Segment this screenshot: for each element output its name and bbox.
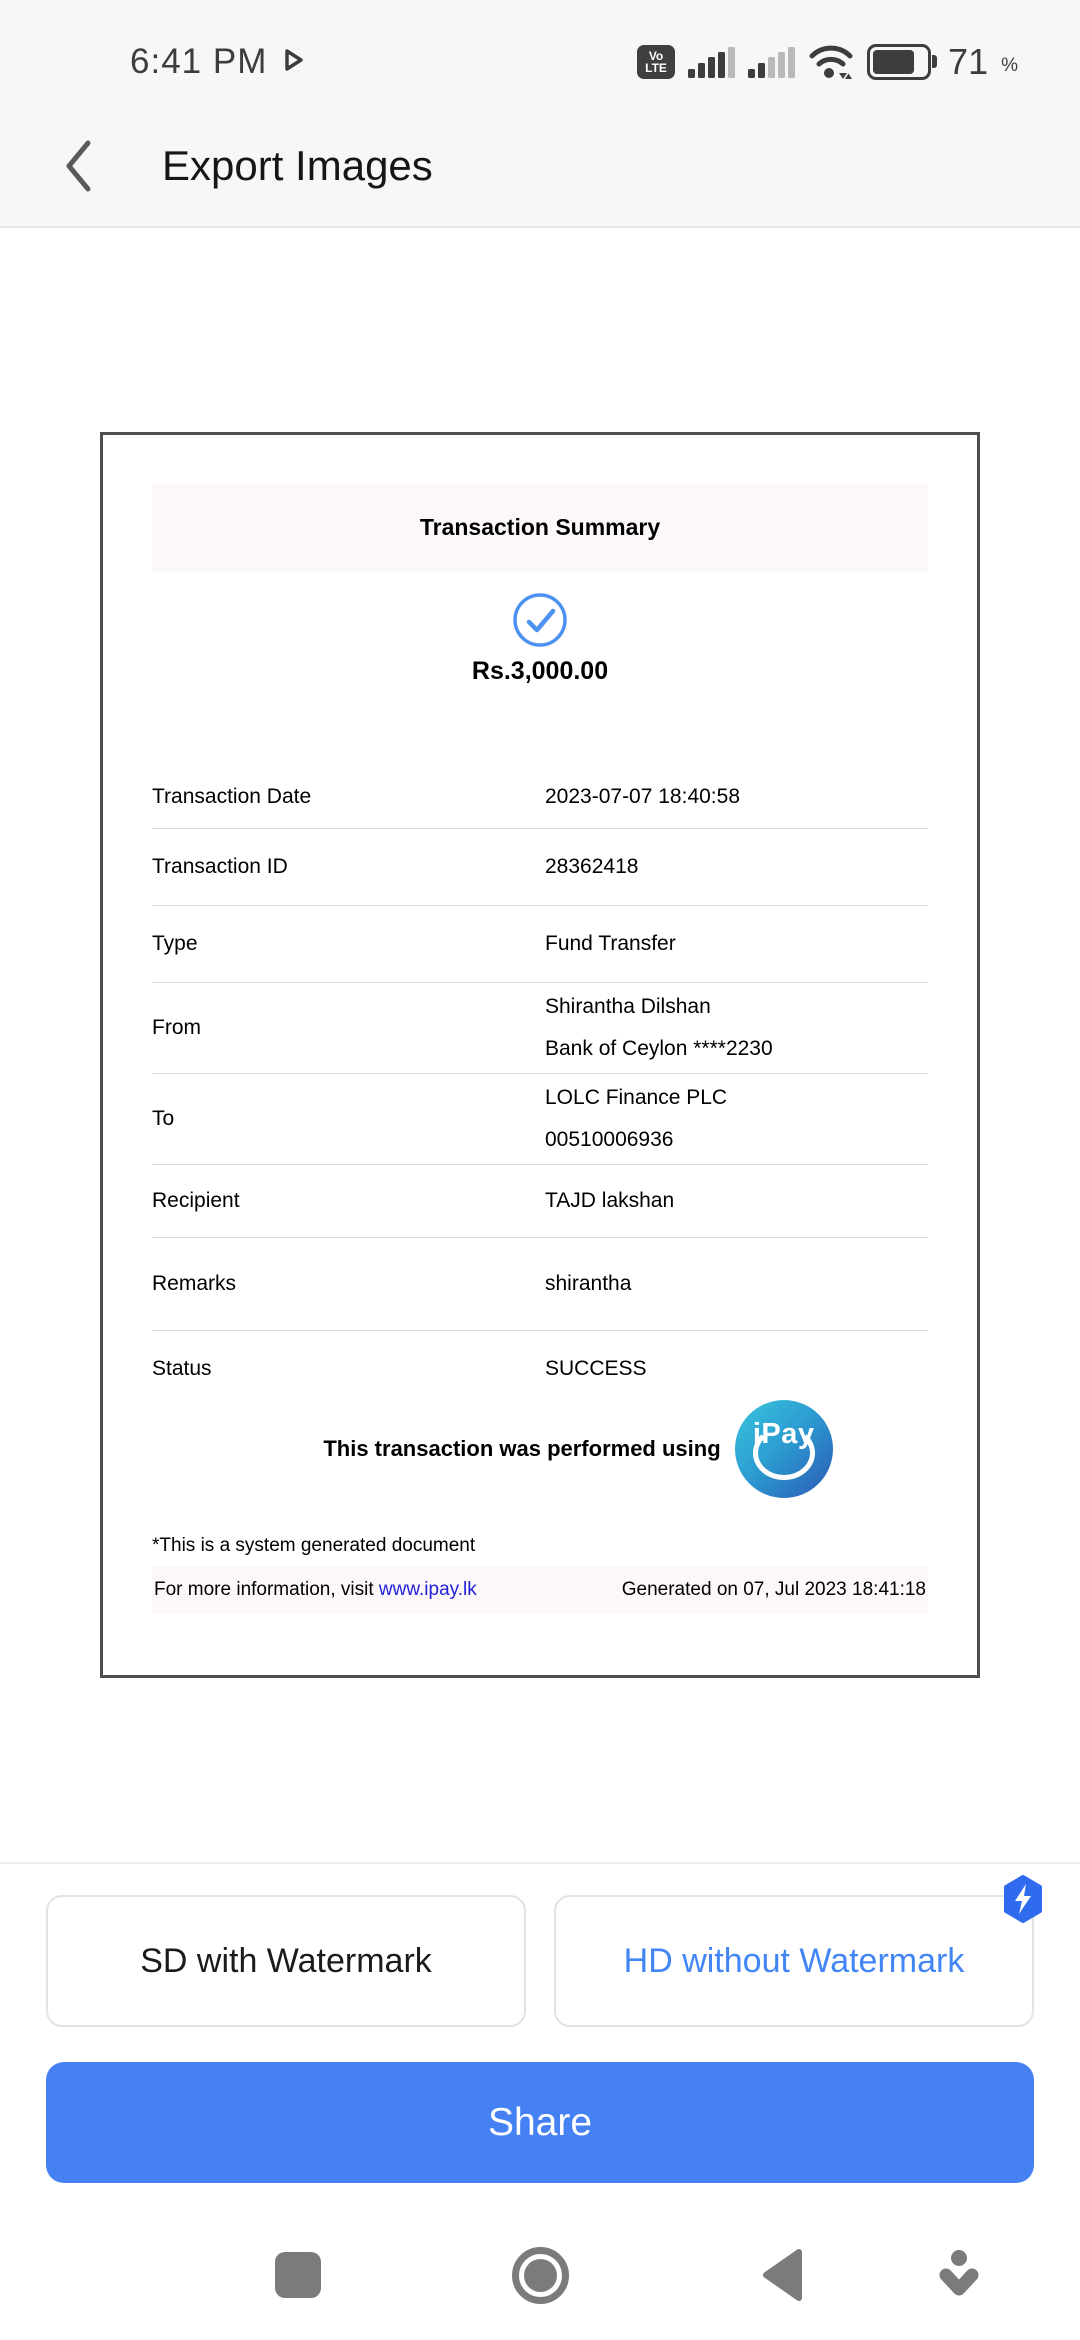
row-label: Type bbox=[152, 932, 198, 955]
table-row bbox=[152, 1165, 928, 1238]
row-value: 00510006936 bbox=[545, 1128, 674, 1151]
row-label: From bbox=[152, 1016, 201, 1039]
status-bar bbox=[0, 0, 1080, 118]
receipt-title: Transaction Summary bbox=[152, 483, 928, 572]
battery-icon bbox=[867, 44, 931, 80]
success-check-icon bbox=[152, 592, 928, 648]
bottom-panel-divider bbox=[0, 1862, 1080, 1864]
back-chevron-icon bbox=[62, 137, 94, 195]
ipay-logo: iPay bbox=[735, 1400, 833, 1498]
wifi-icon bbox=[808, 44, 854, 80]
share-button[interactable]: Share bbox=[46, 2062, 1034, 2183]
table-row bbox=[152, 1074, 928, 1165]
row-value: 2023-07-07 18:40:58 bbox=[545, 785, 740, 808]
nav-home-button[interactable] bbox=[495, 2220, 585, 2330]
table-row bbox=[152, 1331, 928, 1407]
status-time-group bbox=[130, 42, 305, 82]
table-row bbox=[152, 1238, 928, 1331]
footer-generated: Generated on 07, Jul 2023 18:41:18 bbox=[621, 1579, 926, 1600]
nav-recents-button[interactable] bbox=[253, 2220, 343, 2330]
receipt-footer bbox=[152, 1566, 928, 1614]
status-icons bbox=[637, 41, 1018, 83]
hd-without-watermark-button[interactable]: HD without Watermark bbox=[554, 1895, 1034, 2027]
signal-strength-icon-sim2 bbox=[748, 46, 795, 78]
performed-using-text: This transaction was performed using bbox=[323, 1436, 721, 1461]
signal-strength-icon-sim1 bbox=[688, 46, 735, 78]
row-label: Recipient bbox=[152, 1189, 240, 1212]
table-row bbox=[152, 906, 928, 983]
page-title: Export Images bbox=[162, 142, 433, 189]
row-value: LOLC Finance PLC bbox=[545, 1086, 728, 1109]
footer-info: For more information, visit www.ipay.lk bbox=[154, 1579, 477, 1600]
hide-navigation-icon bbox=[939, 2247, 979, 2303]
export-options bbox=[46, 1895, 1034, 2027]
nav-back-button[interactable] bbox=[737, 2220, 827, 2330]
performed-using-row bbox=[190, 1399, 966, 1499]
ipay-link[interactable]: www.ipay.lk bbox=[378, 1579, 477, 1600]
row-label: Transaction ID bbox=[152, 855, 288, 878]
sd-with-watermark-button[interactable]: SD with Watermark bbox=[46, 1895, 526, 2027]
row-label: Remarks bbox=[152, 1272, 237, 1295]
premium-lightning-badge-icon bbox=[1002, 1875, 1044, 1923]
row-value: 28362418 bbox=[545, 855, 639, 878]
row-value: TAJD lakshan bbox=[545, 1189, 675, 1212]
system-generated-note: *This is a system generated document bbox=[152, 1535, 476, 1556]
volte-icon: Vo LTE bbox=[637, 45, 675, 79]
transaction-details-table bbox=[152, 766, 928, 1407]
row-label: Transaction Date bbox=[152, 785, 312, 808]
row-label: Status bbox=[152, 1357, 212, 1380]
table-row bbox=[152, 983, 928, 1074]
home-circle-icon bbox=[512, 2247, 569, 2304]
top-chrome bbox=[0, 0, 1080, 228]
battery-percent: 71 bbox=[948, 41, 989, 82]
back-button[interactable] bbox=[52, 134, 104, 198]
row-value: Shirantha Dilshan bbox=[545, 995, 711, 1018]
row-label: To bbox=[152, 1107, 175, 1130]
nav-hide-button[interactable] bbox=[914, 2220, 1004, 2330]
transaction-amount: Rs.3,000.00 bbox=[471, 657, 609, 685]
play-triangle-icon bbox=[283, 48, 305, 77]
ipay-smile-arc bbox=[753, 1426, 815, 1480]
status-time: 6:41 PM bbox=[130, 42, 268, 81]
row-value: Bank of Ceylon ****2230 bbox=[545, 1037, 773, 1060]
app-header bbox=[0, 118, 1080, 214]
table-row bbox=[152, 829, 928, 906]
table-row bbox=[152, 766, 928, 829]
row-value: Fund Transfer bbox=[545, 932, 676, 955]
recents-square-icon bbox=[275, 2252, 321, 2298]
transaction-receipt-card bbox=[100, 432, 980, 1678]
status-value: SUCCESS bbox=[545, 1357, 647, 1380]
battery-percent-sign: % bbox=[1001, 55, 1018, 76]
navigation-bar bbox=[0, 2220, 1080, 2340]
row-value: shirantha bbox=[545, 1272, 632, 1295]
back-triangle-icon bbox=[759, 2247, 805, 2303]
